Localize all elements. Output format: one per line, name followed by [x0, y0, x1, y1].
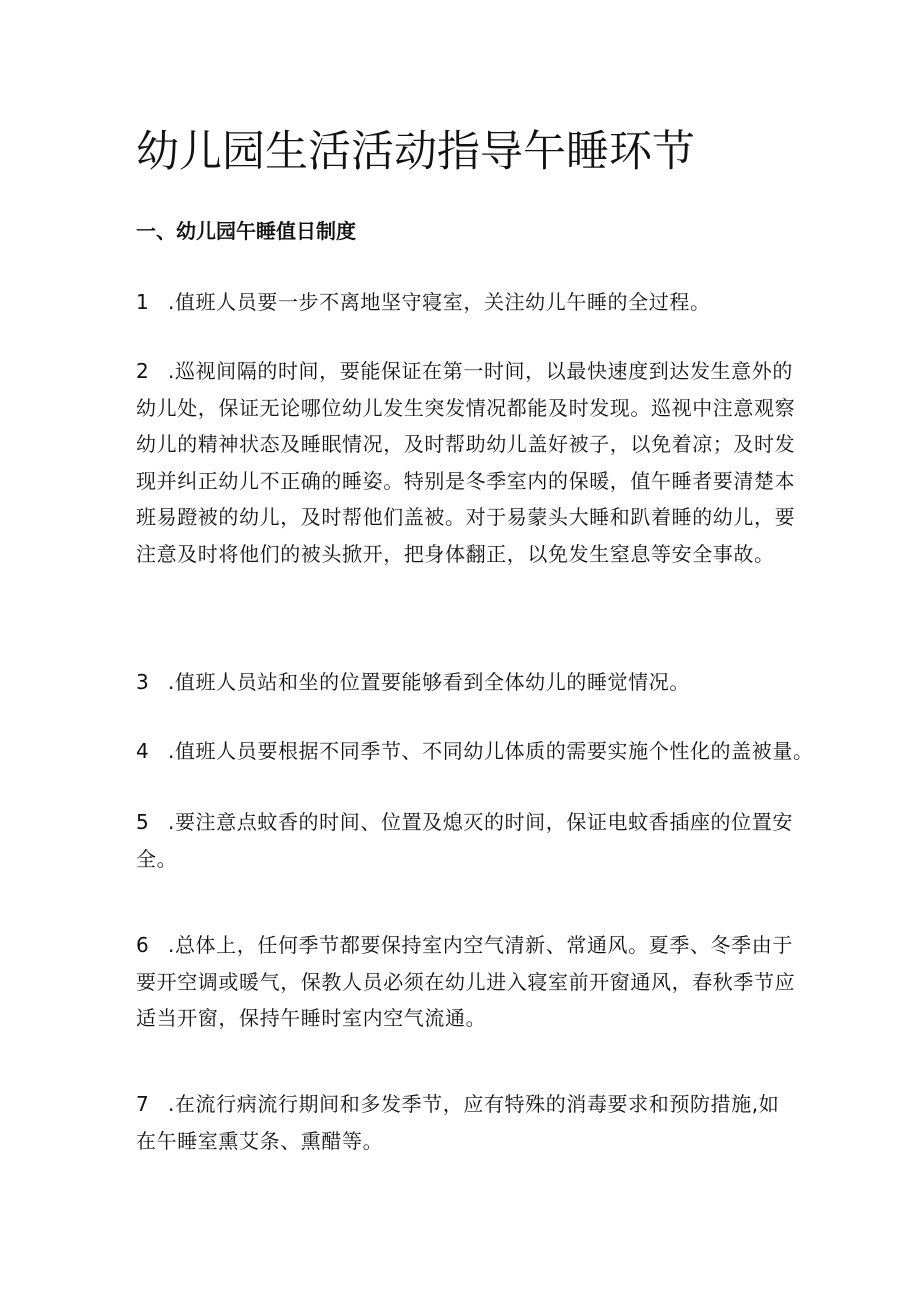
item-text: .在流行病流行期间和多发季节，应有特殊的消毒要求和预防措施,如在午睡室熏艾条、熏醋等。	[136, 1092, 780, 1153]
list-item	[136, 284, 796, 321]
item-text: .总体上，任何季节都要保持室内空气清新、常通风。夏季、冬季由于要开空调或暖气，保教人员必须在幼儿进入寝室前开窗通风，春秋季节应适当开窗，保持午睡时室内空气流通。	[136, 933, 796, 1030]
item-number: 2	[136, 359, 150, 383]
item-number: 3	[136, 670, 150, 694]
document-title: 幼儿园生活活动指导午睡环节	[136, 127, 695, 177]
item-text: .值班人员要根据不同季节、不同幼儿体质的需要实施个性化的盖被量。	[168, 739, 814, 763]
item-number: 6	[136, 933, 150, 957]
item-number: 5	[136, 810, 150, 834]
item-number: 1	[136, 290, 150, 314]
section-heading: 一、幼儿园午睡值日制度	[136, 219, 356, 243]
item-text: .值班人员要一步不离地坚守寝室，关注幼儿午睡的全过程。	[168, 290, 711, 314]
item-number: 7	[136, 1092, 150, 1116]
list-item	[136, 664, 796, 701]
list-item	[136, 353, 796, 572]
item-text: .巡视间隔的时间，要能保证在第一时间，以最快速度到达发生意外的幼儿处，保证无论哪位幼儿发生突发情况都能及时发现。巡视中注意观察幼儿的精神状态及睡眠情况，及时帮助幼儿盖好被子，以免着凉；及时发现并纠正幼儿不正确的睡姿。特别是冬季室内的保暖，值午睡者要清楚本班易蹬被的幼儿，及时帮他们盖被。对于易蒙头大睡和趴着睡的幼儿，要注意及时将他们的被头掀开，把身体翻正，以免发生窒息等安全事故。	[136, 359, 796, 566]
item-text: .值班人员站和坐的位置要能够看到全体幼儿的睡觉情况。	[168, 670, 690, 694]
list-item	[136, 733, 814, 770]
list-item	[136, 1086, 796, 1159]
item-text: .要注意点蚊香的时间、位置及熄灭的时间，保证电蚊香插座的位置安全。	[136, 810, 793, 871]
list-item	[136, 927, 796, 1037]
item-number: 4	[136, 739, 150, 763]
list-item	[136, 804, 796, 877]
